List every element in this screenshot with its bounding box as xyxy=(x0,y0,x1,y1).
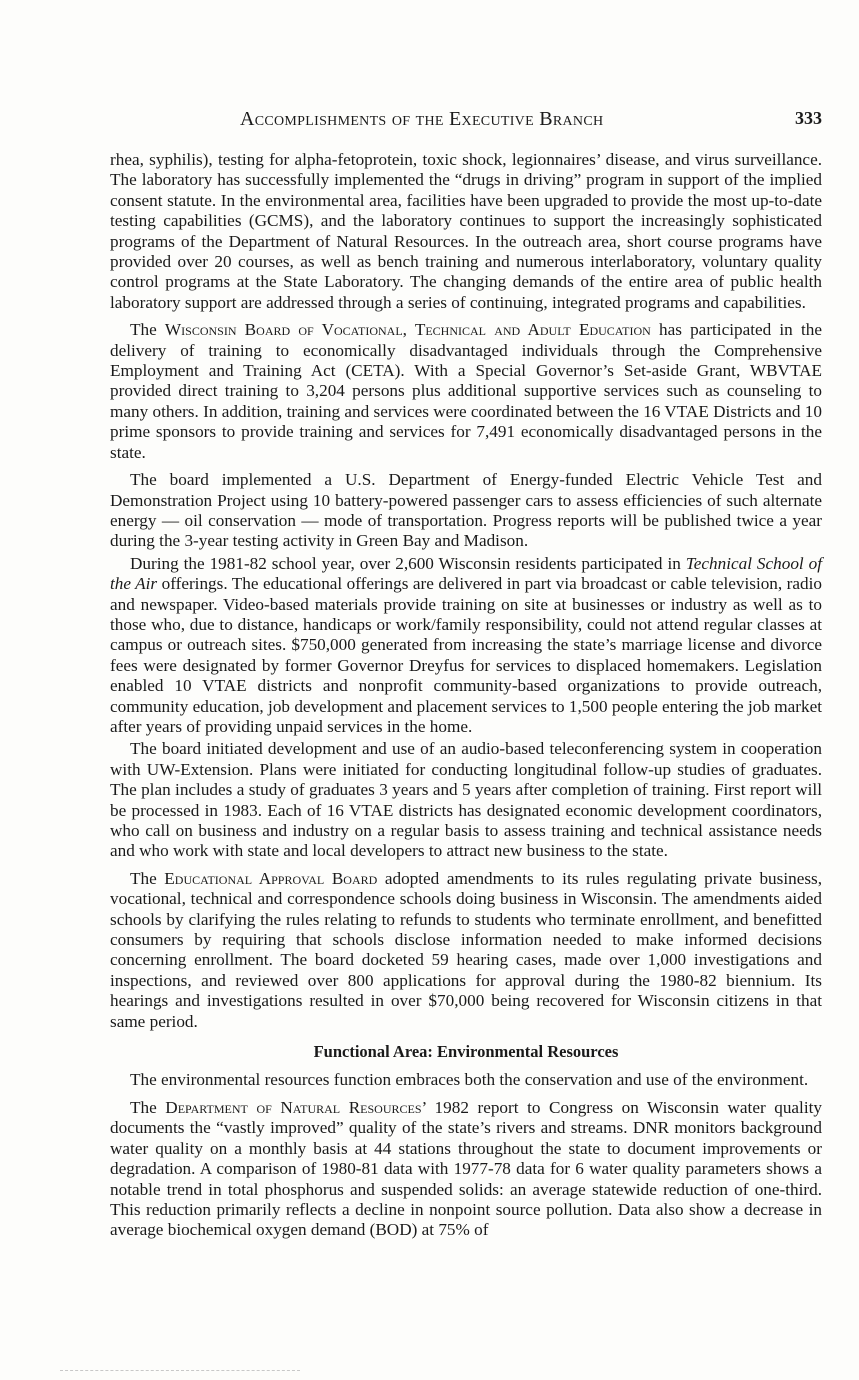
paragraph-dnr-water-quality xyxy=(110,1098,822,1241)
page-number: 333 xyxy=(795,108,822,128)
paragraph-lead: The xyxy=(130,868,165,888)
agency-name-eab: Educational Approval Board xyxy=(164,868,378,888)
agency-name-wbvtae: Wisconsin Board of Vocational, Technical and Adult Education xyxy=(164,320,651,340)
running-title: Accomplishments of the Executive Branch xyxy=(240,108,604,130)
paragraph-environmental-intro: The environmental resources function embraces both the conservation and use of the environment. xyxy=(130,1070,809,1090)
paragraph-lab-continued: rhea, syphilis), testing for alpha-fetoprotein, toxic shock, legionnaires’ disease, and virus surveillance. The laboratory has successfully implemented the “drugs in driving” program in support of the implied consent statute. In the environmental area, facilities have been upgraded to provide the most up-to-date testing capabilities (GCMS), and the laboratory continues to support the increasingly sophisticated programs of the Department of Natural Resources. In the outreach area, short course programs have provided over 20 courses, as well as bench training and numerous interlaboratory, voluntary quality control programs at the State Laboratory. The changing demands of the entire area of public health laboratory support are addressed through a series of continuing, integrated programs and capabilities. xyxy=(110,150,822,312)
program-name-italic: Technical School of the Air xyxy=(110,553,822,594)
paragraph-teleconferencing: The board initiated development and use of an audio-based teleconferencing system in cooperation with UW-Extension. Plans were initiated for conducting longitudinal follow-up studies of graduates. The plan includes a study of graduates 3 years and 5 years after completion of training. First report will be processed in 1983. Each of 16 VTAE districts has designated economic development coordinators, who call on business and industry on a regular basis to assess training and technical assistance needs and who work with state and local developers to attract new business to the state. xyxy=(110,739,822,861)
paragraph-lead: During the 1981-82 school year, over 2,600 Wisconsin residents participated in xyxy=(130,553,686,573)
paragraph-wbvtae-ceta xyxy=(110,320,822,463)
paragraph-educational-approval-board xyxy=(110,869,822,1032)
paragraph-body: has participated in the delivery of training to economically disadvantaged individuals through the Comprehensive Employment and Training Act (CETA). With a Special Governor’s Set-aside Grant, WBVTAE provided direct training to 3,204 persons plus additional supportive services such as counseling to many others. In addition, training and services were coordinated between the 16 VTAE Districts and 10 prime sponsors to provide training and services for 7,491 economically disadvantaged persons in the state. xyxy=(110,320,822,462)
agency-name-dnr: Department of Natural Resources xyxy=(165,1097,422,1117)
paragraph-body: ’ 1982 report to Congress on Wisconsin water quality documents the “vastly improved” quality of the state’s rivers and streams. DNR monitors background water quality on a monthly basis at 44 stations throughout the state to document improvements or degradation. A comparison of 1980-81 data with 1977-78 data for 6 water quality parameters shows a notable trend in total phosphorus and suspended solids: an average statewide reduction of one-third. This reduction primarily reflects a decline in nonpoint source pollution. Data also show a decrease in average biochemical oxygen demand (BOD) at 75% of xyxy=(110,1097,822,1240)
paragraph-body: adopted amendments to its rules regulating private business, vocational, technical and correspondence schools doing business in Wisconsin. The amendments aided schools by clarifying the rules relating to refunds to students who terminate enrollment, and benefitted consumers by requiring that schools disclose information needed to make informed decisions concerning enrollment. The board docketed 59 hearing cases, made over 1,000 investigations and inspections, and reviewed over 800 applications for approval during the 1980-82 biennium. Its hearings and investigations resulted in over $70,000 being recovered for Wisconsin citizens in that same period. xyxy=(110,868,822,1031)
paragraph-lead: The xyxy=(130,320,165,340)
section-heading: Functional Area: Environmental Resources xyxy=(313,1042,619,1062)
running-head xyxy=(110,108,822,132)
scan-artifact-marks xyxy=(60,1370,300,1375)
paragraph-school-of-the-air xyxy=(110,554,822,738)
paragraph-lead: The xyxy=(130,1097,166,1117)
body-text xyxy=(110,150,822,1248)
paragraph-electric-vehicle: The board implemented a U.S. Department of Energy-funded Electric Vehicle Test and Demonstration Project using 10 battery-powered passenger cars to assess efficiencies of such alternate energy — oil conservation — mode of transportation. Progress reports will be published twice a year during the 3-year testing activity in Green Bay and Madison. xyxy=(110,470,822,551)
paragraph-body: offerings. The educational offerings are delivered in part via broadcast or cable television, radio and newspaper. Video-based materials provide training on site at businesses or industry as well as to those who, due to distance, handicaps or work/family responsibility, could not attend regular classes at campus or outreach sites. $750,000 generated from increasing the state’s marriage license and divorce fees were designated by former Governor Dreyfus for services to displaced homemakers. Legislation enabled 10 VTAE districts and nonprofit community-based organizations to provide outreach, community education, job development and placement services to 1,500 people entering the job market after years of providing unpaid services in the home. xyxy=(110,574,822,736)
